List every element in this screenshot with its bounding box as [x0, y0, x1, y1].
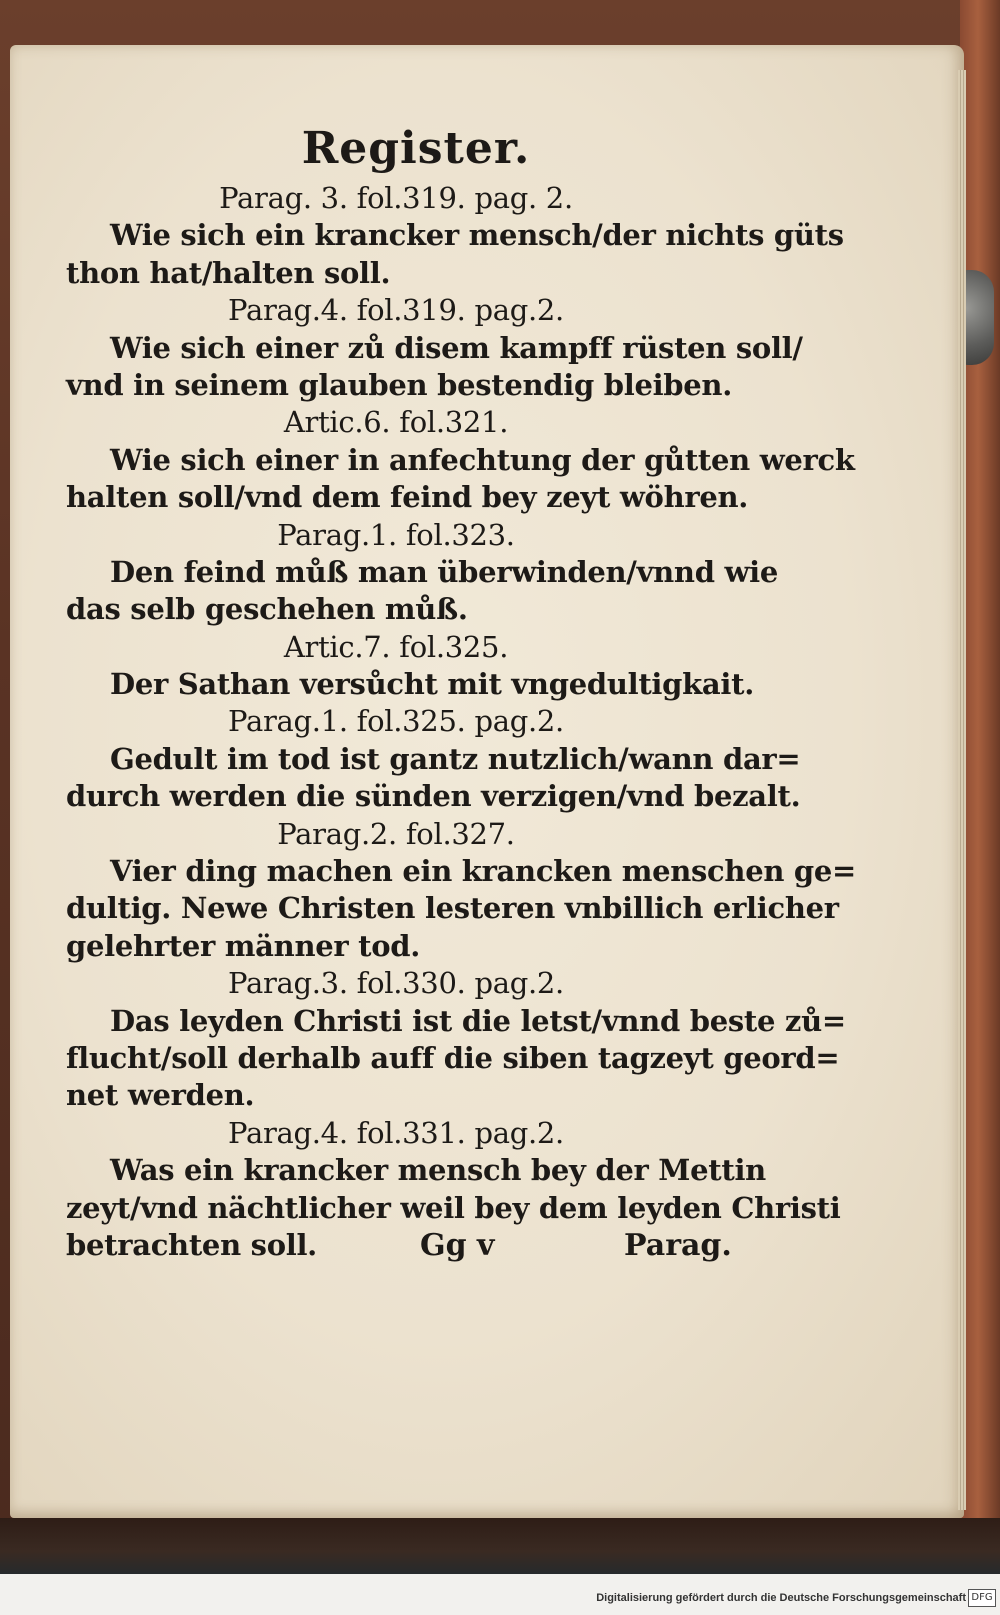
register-entry-line: Den feind můß man überwinden/vnnd wie: [110, 554, 779, 589]
register-entry-line: Wie sich einer zů disem kampff rüsten soll/: [110, 330, 803, 365]
register-entry-line: vnd in seinem glauben bestendig bleiben.: [66, 367, 733, 402]
register-lines: [66, 180, 857, 1264]
register-entry-line: thon hat/halten soll.: [66, 255, 391, 290]
register-entry-line: gelehrter männer tod.: [66, 928, 421, 963]
register-entry-line: net werden.: [66, 1078, 255, 1113]
register-entry-line: das selb geschehen můß.: [66, 592, 468, 627]
register-entry-line: Wie sich einer in anfechtung der gůtten werck: [110, 442, 855, 477]
register-reference-line: Parag.4. fol.319. pag.2.: [228, 293, 564, 328]
signature-mark: Gg v: [420, 1228, 495, 1263]
register-reference-line: Parag.1. fol.325. pag.2.: [228, 704, 564, 739]
register-reference-line: Artic.6. fol.321.: [283, 405, 509, 440]
register-entry-line: halten soll/vnd dem feind bey zeyt wöhren.: [66, 480, 749, 515]
register-reference-line: Parag.2. fol.327.: [277, 816, 515, 851]
register-text-block: [66, 118, 857, 1264]
footer-credit: Digitalisierung gefördert durch die Deutsche Forschungsgemeinschaft: [596, 1592, 966, 1604]
page-title: Register.: [301, 123, 531, 174]
catchword: Parag.: [624, 1228, 732, 1263]
register-entry-line: durch werden die sünden verzigen/vnd bezalt.: [66, 779, 801, 814]
register-entry-line: flucht/soll derhalb auff die siben tagzeyt geord=: [66, 1040, 840, 1075]
register-entry-line: Vier ding machen ein krancken menschen ge=: [110, 854, 857, 889]
register-entry-line: Gedult im tod ist gantz nutzlich/wann dar=: [110, 741, 801, 776]
register-entry-line: dultig. Newe Christen lesteren vnbillich erlicher: [66, 891, 839, 926]
register-entry-line: Was ein krancker mensch bey der Mettin: [110, 1153, 766, 1188]
dfg-logo: DFG: [968, 1589, 996, 1607]
register-entry-line: Das leyden Christi ist die letst/vnnd beste zů=: [110, 1003, 846, 1038]
page-stack-edge: [958, 70, 966, 1510]
register-reference-line: Parag.1. fol.323.: [277, 517, 515, 552]
register-entry-line: Der Sathan versůcht mit vngedultigkait.: [110, 667, 755, 702]
register-entry-line: betrachten soll.: [66, 1227, 317, 1262]
register-reference-line: Artic.7. fol.325.: [283, 629, 509, 664]
register-entry-line: Wie sich ein krancker mensch/der nichts güts: [110, 218, 844, 253]
register-reference-line: Parag.4. fol.331. pag.2.: [228, 1115, 564, 1150]
register-reference-line: Parag.3. fol.330. pag.2.: [228, 966, 564, 1001]
register-reference-line: Parag. 3. fol.319. pag. 2.: [219, 181, 573, 215]
book-cover-edge: [960, 0, 1000, 1560]
book-bottom-edge: [0, 1518, 1000, 1574]
register-entry-line: zeyt/vnd nächtlicher weil bey dem leyden Christi: [66, 1190, 841, 1225]
